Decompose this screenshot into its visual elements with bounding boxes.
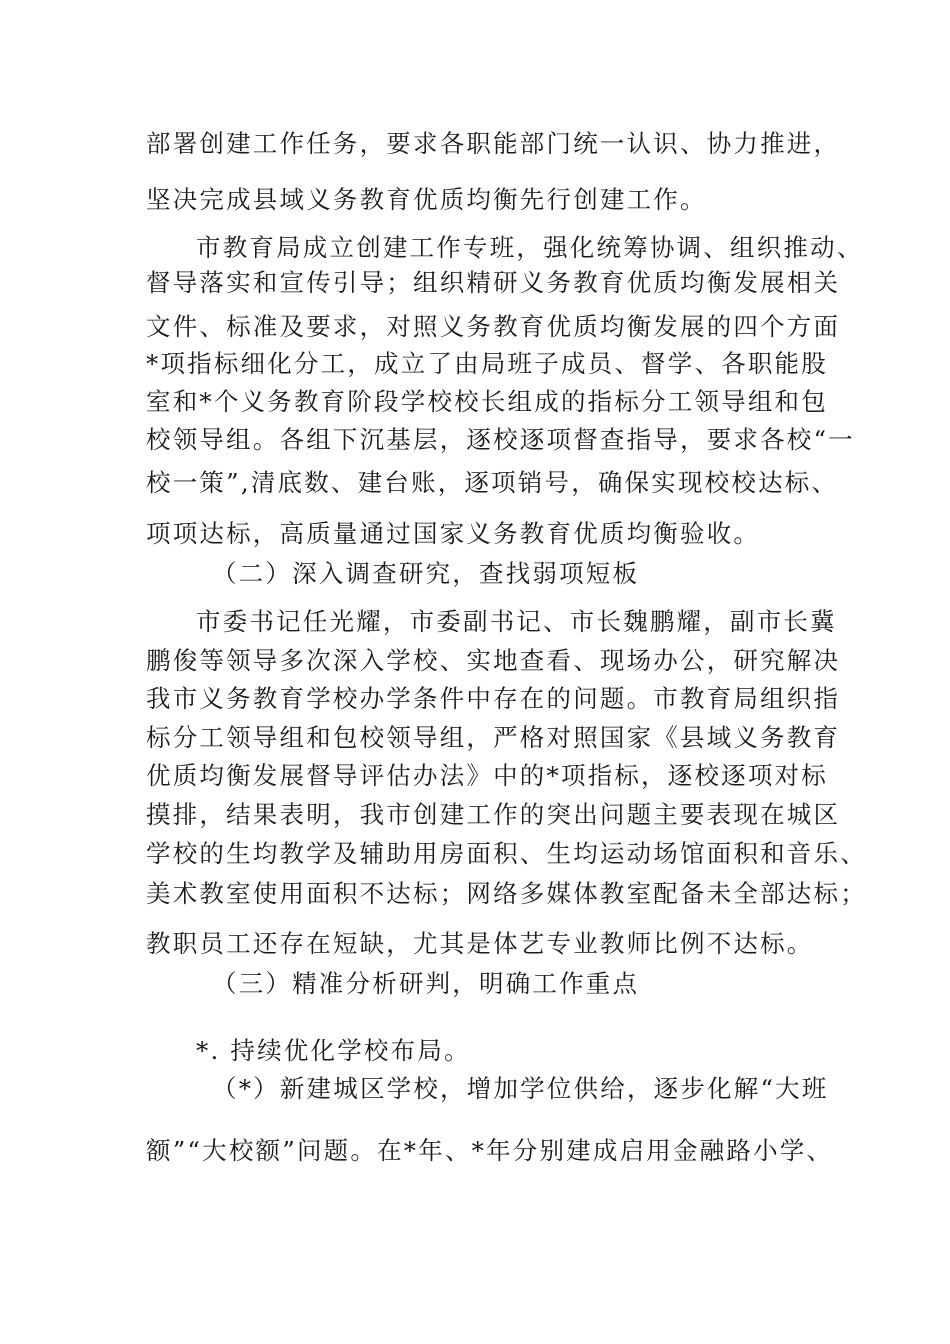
text-line: 校领导组。各组下沉基层，逐校逐项督查指导，要求各校“一	[146, 425, 855, 454]
subsection-heading: *. 持续优化学校布局。	[196, 1036, 471, 1065]
text-line: 市委书记任光耀，市委副书记、市长魏鹏耀，副市长冀	[196, 607, 837, 636]
text-line: 室和*个义务教育阶段学校校长组成的指标分工领导组和包	[146, 387, 828, 416]
text-line: 鹏俊等领导多次深入学校、实地查看、现场办公，研究解决	[146, 646, 841, 675]
text-line: 美术教室使用面积不达标；网络多媒体教室配备未全部达标；	[146, 879, 867, 908]
text-line: 督导落实和宣传引导；组织精研义务教育优质均衡发展相关	[146, 268, 841, 297]
text-line: 文件、标准及要求，对照义务教育优质均衡发展的四个方面	[146, 312, 841, 341]
text-line: *项指标细化分工，成立了由局班子成员、督学、各职能股	[146, 349, 828, 378]
section-heading: （三）精准分析研判，明确工作重点	[212, 969, 640, 998]
text-line: 我市义务教育学校办学条件中存在的问题。市教育局组织指	[146, 684, 841, 713]
text-line: 部署创建工作任务，要求各职能部门统一认识、协力推进，	[146, 129, 841, 158]
text-line: （*）新建城区学校，增加学位供给，逐步化解“大班	[212, 1074, 829, 1103]
text-line: 额”“大校额”问题。在*年、*年分别建成启用金融路小学、	[146, 1136, 834, 1165]
text-line: 优质均衡发展督导评估办法》中的*项指标，逐校逐项对标	[146, 761, 828, 790]
text-line: 教职员工还存在短缺，尤其是体艺专业教师比例不达标。	[146, 929, 814, 958]
text-line: 学校的生均教学及辅助用房面积、生均运动场馆面积和音乐、	[146, 839, 867, 868]
text-line: 坚决完成县域义务教育优质均衡先行创建工作。	[146, 185, 707, 214]
text-line: 校一策”,清底数、建台账，逐项销号，确保实现校校达标、	[146, 468, 839, 497]
text-line: 项项达标，高质量通过国家义务教育优质均衡验收。	[146, 519, 761, 548]
text-line: 摸排，结果表明，我市创建工作的突出问题主要表现在城区	[146, 800, 841, 829]
section-heading: （二）深入调查研究，查找弱项短板	[212, 559, 640, 588]
text-line: 标分工领导组和包校领导组，严格对照国家《县域义务教育	[146, 723, 841, 752]
text-line: 市教育局成立创建工作专班，强化统筹协调、组织推动、	[196, 233, 864, 262]
